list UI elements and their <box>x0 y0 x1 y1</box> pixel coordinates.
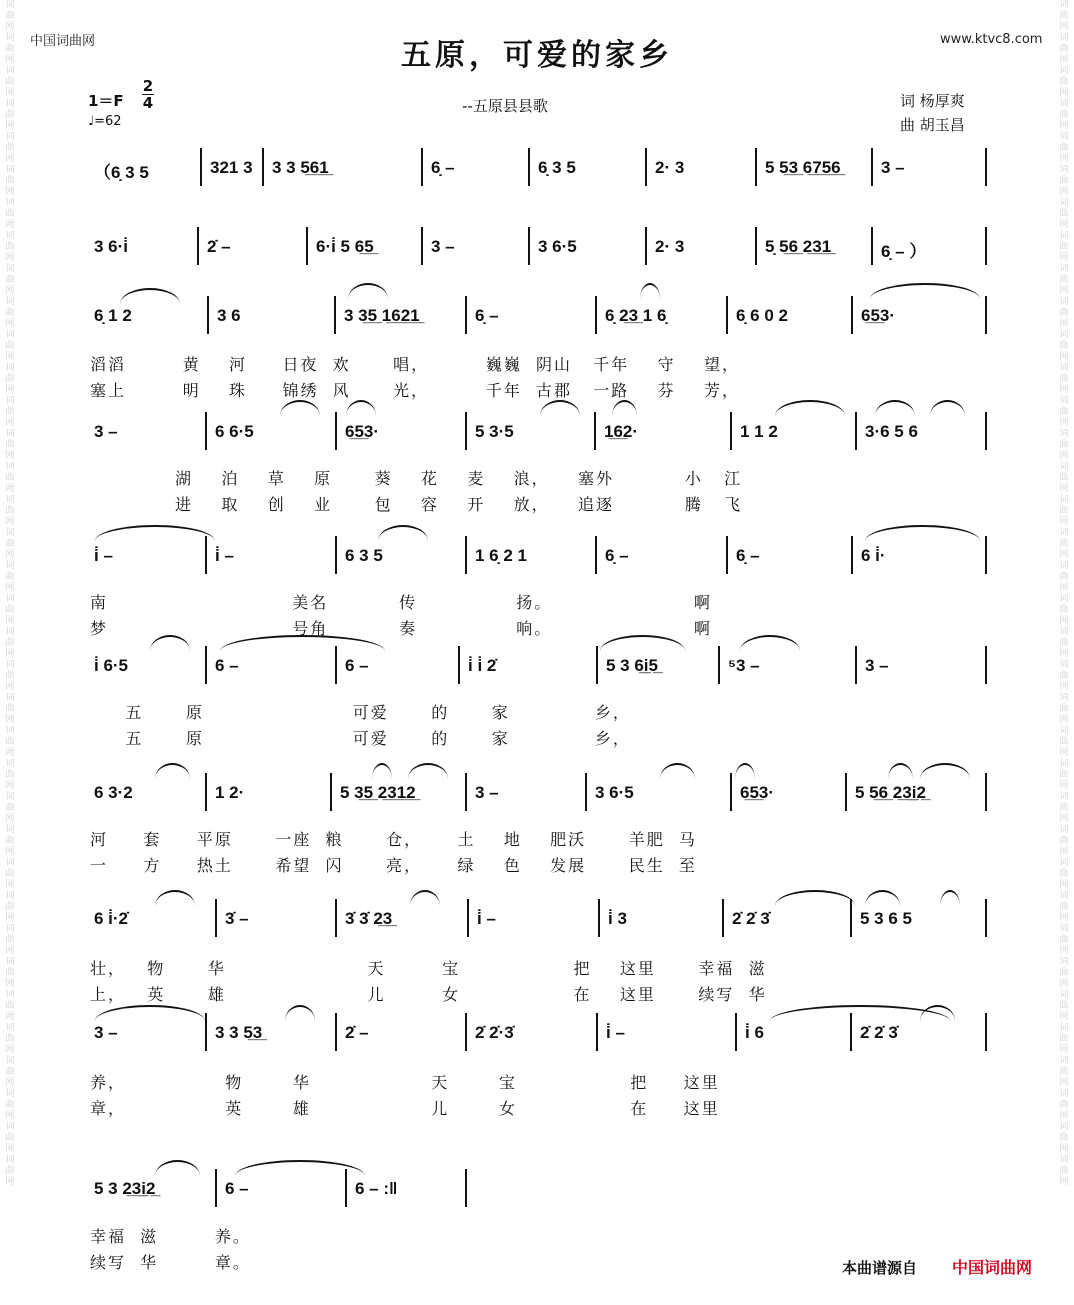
bar-line <box>985 536 987 574</box>
bar-line <box>730 773 732 811</box>
bar-line <box>528 227 530 265</box>
bar-line <box>985 227 987 265</box>
slur-arc <box>540 400 580 416</box>
measure-notes: 3 6·5 <box>595 783 634 802</box>
bar-line <box>985 899 987 937</box>
measure-notes: i̇ 6·5 <box>94 656 129 675</box>
source-label: 本曲谱源自 <box>842 1259 918 1277</box>
bar-line <box>871 148 873 186</box>
bar-line <box>205 646 207 684</box>
lyric-line: 五 原 可爱 的 家 乡， <box>90 703 631 722</box>
slur-arc <box>660 763 695 779</box>
slur-arc <box>155 1160 200 1176</box>
side-watermark-left: 词曲网词曲网词曲网词曲网词曲网词曲网词曲网词曲网词曲网词曲网词曲网词曲网词曲网词曲网词曲网词曲网词曲网词曲网词曲网词曲网词曲网词曲网词曲网词曲网词曲网词曲网词曲网词曲网词曲网词曲网词曲网词曲网词曲网词曲网词曲网词曲网 <box>5 0 15 1187</box>
bar-line <box>755 227 757 265</box>
slur-arc <box>95 525 215 541</box>
bar-line <box>465 296 467 334</box>
lyric-line: 南 美名 传 扬。 啊 <box>90 593 713 612</box>
bar-line <box>596 646 598 684</box>
measure-notes: （6̣ 3 5 <box>94 163 149 182</box>
slur-arc <box>348 283 388 299</box>
bar-line <box>726 296 728 334</box>
slur-arc <box>740 635 800 651</box>
measure-notes: i̇ – <box>94 546 113 565</box>
bar-line <box>718 646 720 684</box>
measure-notes: 2· 3 <box>655 158 685 177</box>
bar-line <box>595 536 597 574</box>
source-brand: 中国词曲网 <box>952 1258 1033 1277</box>
lyric-line: 梦 号角 奏 响。 啊 <box>90 619 713 638</box>
bar-line <box>645 227 647 265</box>
measure-notes: 2̇ 2̇ 3̇ <box>732 909 770 928</box>
measure-notes: 321 3 <box>210 158 253 177</box>
bar-line <box>421 227 423 265</box>
bar-line <box>985 1013 987 1051</box>
bar-line <box>207 296 209 334</box>
measure-notes: 5 3·5 <box>475 422 514 441</box>
slur-arc <box>285 1005 315 1021</box>
measure-notes: i̇ 3 <box>608 909 627 928</box>
measure-notes: 3 – <box>431 237 455 256</box>
slur-arc <box>865 890 900 906</box>
measure-notes: 5 3 6̲i̲5̲ <box>606 656 658 675</box>
measure-notes: 6̣ – <box>475 306 499 325</box>
slur-arc <box>920 1005 955 1021</box>
bar-line <box>465 536 467 574</box>
bar-line <box>598 899 600 937</box>
measure-notes: 5 5̲6̲ 2̲3̲i̲2̲ <box>855 783 926 802</box>
measure-notes: 6 – <box>215 656 239 675</box>
side-watermark-right: 词曲网词曲网词曲网词曲网词曲网词曲网词曲网词曲网词曲网词曲网词曲网词曲网词曲网词曲网词曲网词曲网词曲网词曲网词曲网词曲网词曲网词曲网词曲网词曲网词曲网词曲网词曲网词曲网词曲网词曲网词曲网词曲网词曲网词曲网词曲网词曲网 <box>1059 0 1069 1187</box>
bar-line <box>205 412 207 450</box>
measure-notes: 1 2· <box>215 783 245 802</box>
measure-notes: 6 – :‖ <box>355 1179 398 1198</box>
slur-arc <box>372 763 392 779</box>
bar-line <box>335 646 337 684</box>
bar-line <box>596 1013 598 1051</box>
lyric-line: 进 取 创 业 包 容 开 放， 追逐 腾 飞 <box>90 495 743 514</box>
measure-notes: 5 3̲5̲ 2̲3̲1̲2̲ <box>340 783 416 802</box>
bar-line <box>594 412 596 450</box>
bar-line <box>595 296 597 334</box>
bar-line <box>845 773 847 811</box>
measure-notes: 3 3 5̲6̲1̲ <box>272 158 329 177</box>
lyric-line: 滔滔 黄 河 日夜 欢 唱， 巍巍 阴山 千年 守 望， <box>90 355 740 374</box>
slur-arc <box>235 1160 365 1176</box>
measure-notes: 3 – <box>94 1023 118 1042</box>
lyric-line: 塞上 明 珠 锦绣 风 光， 千年 古郡 一路 芬 芳， <box>90 381 740 400</box>
song-title: 五原，可爱的家乡 <box>401 38 673 73</box>
measure-notes: 3 6·i̇ <box>94 237 129 256</box>
slur-arc <box>640 283 660 299</box>
slur-arc <box>280 400 320 416</box>
measure-notes: 6̣ – <box>605 546 629 565</box>
slur-arc <box>346 400 376 416</box>
slur-arc <box>875 400 915 416</box>
slur-arc <box>612 400 637 416</box>
measure-notes: 6 i̇· <box>861 546 886 565</box>
measure-notes: 2· 3 <box>655 237 685 256</box>
bar-line <box>335 1013 337 1051</box>
bar-line <box>465 773 467 811</box>
measure-notes: 1 6̣ 2 1 <box>475 546 527 565</box>
bar-line <box>306 227 308 265</box>
measure-notes: 6̣ 2̲3̲ 1 6̣ <box>605 306 667 325</box>
measure-notes: 3 6·5 <box>538 237 577 256</box>
bar-line <box>197 227 199 265</box>
measure-notes: i̇ – <box>606 1023 625 1042</box>
bar-line <box>200 148 202 186</box>
slur-arc <box>735 763 755 779</box>
bar-line <box>985 412 987 450</box>
bar-line <box>645 148 647 186</box>
bar-line <box>585 773 587 811</box>
bar-line <box>735 1013 737 1051</box>
bar-line <box>755 148 757 186</box>
site-name-left: 中国词曲网 <box>30 34 96 49</box>
measure-notes: 5 3 2̲3̲i̲2̲ <box>94 1179 156 1198</box>
bar-line <box>335 536 337 574</box>
bar-line <box>262 148 264 186</box>
measure-notes: 6 i̇·2̇ <box>94 909 129 928</box>
bar-line <box>730 412 732 450</box>
lyric-line: 湖 泊 草 原 葵 花 麦 浪， 塞外 小 江 <box>90 469 743 488</box>
slur-arc <box>888 763 913 779</box>
measure-notes: 6 – <box>225 1179 249 1198</box>
bar-line <box>465 412 467 450</box>
measure-notes: 6̣ – <box>736 546 760 565</box>
bar-line <box>851 296 853 334</box>
bar-line <box>205 536 207 574</box>
measure-notes: 3 3 5̲3̲ <box>215 1023 263 1042</box>
bar-line <box>985 646 987 684</box>
measure-notes: i̇ – <box>215 546 234 565</box>
time-signature <box>142 78 154 111</box>
slur-arc <box>940 890 960 906</box>
measure-notes: 2̇ – <box>345 1023 369 1042</box>
measure-notes: i̇ – <box>477 909 496 928</box>
measure-notes: 3 6 <box>217 306 241 325</box>
measure-notes: 6 6·5 <box>215 422 254 441</box>
slur-arc <box>920 763 970 779</box>
bar-line <box>215 899 217 937</box>
measure-notes: 6̣ 1 2 <box>94 306 132 325</box>
bar-line <box>205 1013 207 1051</box>
lyricist: 词 杨厚爽 <box>900 92 965 110</box>
slur-arc <box>775 400 845 416</box>
measure-notes: 3 – <box>865 656 889 675</box>
measure-notes: 3̇ 3̇ 2̲3̲ <box>345 909 393 928</box>
lyric-line: 上， 英 雄 儿 女 在 这里 续写 华 <box>90 985 767 1004</box>
measure-notes: 6 3 5 <box>345 546 383 565</box>
key-signature: 1＝F <box>88 92 124 110</box>
bar-line <box>528 148 530 186</box>
bar-line <box>985 773 987 811</box>
measure-notes: 6 – <box>345 656 369 675</box>
bar-line <box>421 148 423 186</box>
measure-notes: 6̣ – ） <box>881 242 927 261</box>
bar-line <box>467 899 469 937</box>
bar-line <box>330 773 332 811</box>
measure-notes: ⁵3 – <box>728 656 760 675</box>
measure-notes: 3 3̲5̲ 1̲6̲2̲1̲ <box>344 306 420 325</box>
lyric-line: 河 套 平原 一座 粮 仓， 土 地 肥沃 羊肥 马 <box>90 830 697 849</box>
measure-notes: i̇ 6 <box>745 1023 764 1042</box>
slur-arc <box>410 890 440 906</box>
slur-arc <box>870 283 980 299</box>
bar-line <box>465 1169 467 1207</box>
lyric-line: 章， 英 雄 儿 女 在 这里 <box>90 1099 720 1118</box>
bar-line <box>215 1169 217 1207</box>
slur-arc <box>120 288 180 304</box>
lyric-line: 一 方 热土 希望 闪 亮， 绿 色 发展 民生 至 <box>90 856 697 875</box>
measure-notes: 6̣ 3 5 <box>538 158 576 177</box>
measure-notes: i̇ i̇ 2̇ <box>468 656 497 675</box>
bar-line <box>855 412 857 450</box>
measure-notes: 2̇ – <box>207 237 231 256</box>
site-url-right: www.ktvc8.com <box>940 32 1043 47</box>
slur-arc <box>930 400 965 416</box>
slur-arc <box>155 890 195 906</box>
lyric-line: 续写 华 章。 <box>90 1253 251 1272</box>
tempo-marking: ♩=62 <box>88 114 122 129</box>
measure-notes: 3 – <box>881 158 905 177</box>
slur-arc <box>408 763 448 779</box>
measure-notes: 2̇ 2̇·3̇ <box>475 1023 514 1042</box>
bar-line <box>851 536 853 574</box>
lyric-line: 幸福 滋 养。 <box>90 1227 251 1246</box>
bar-line <box>335 899 337 937</box>
measure-notes: 5̣ 5̲6̲ 2̲3̲1̲ <box>765 237 832 256</box>
lyric-line: 五 原 可爱 的 家 乡， <box>90 729 631 748</box>
measure-notes: 3 – <box>475 783 499 802</box>
bar-line <box>205 773 207 811</box>
measure-notes: 3 – <box>94 422 118 441</box>
measure-notes: 6·i̇ 5 6̲5̲ <box>316 237 374 256</box>
measure-notes: 3̇ – <box>225 909 249 928</box>
bar-line <box>726 536 728 574</box>
bar-line <box>985 148 987 186</box>
bar-line <box>465 1013 467 1051</box>
time-bottom: 4 <box>142 94 154 112</box>
lyric-line: 壮， 物 华 天 宝 把 这里 幸福 滋 <box>90 959 767 978</box>
subtitle: --五原县县歌 <box>462 97 548 115</box>
measure-notes: 5 3 6 5 <box>860 909 912 928</box>
bar-line <box>871 227 873 265</box>
measure-notes: 6̲5̲3· <box>861 306 896 325</box>
lyric-line: 养， 物 华 天 宝 把 这里 <box>90 1073 720 1092</box>
measure-notes: 1 1 2 <box>740 422 778 441</box>
bar-line <box>855 646 857 684</box>
slur-arc <box>155 763 190 779</box>
bar-line <box>335 412 337 450</box>
slur-arc <box>378 525 428 541</box>
measure-notes: 6̣ – <box>431 158 455 177</box>
slur-arc <box>775 890 855 906</box>
measure-notes: 1̲6̲2· <box>604 422 639 441</box>
bar-line <box>722 899 724 937</box>
measure-notes: 3·6 5 6 <box>865 422 918 441</box>
bar-line <box>334 296 336 334</box>
measure-notes: 6̲5̲3· <box>345 422 380 441</box>
measure-notes: 2̇ 2̇ 3̇ <box>860 1023 898 1042</box>
bar-line <box>458 646 460 684</box>
measure-notes: 6̣ 6 0 2 <box>736 306 788 325</box>
slur-arc <box>95 1005 205 1021</box>
composer: 曲 胡玉昌 <box>900 116 965 134</box>
measure-notes: 5 5̲3̲ 6̲7̲5̲6̲ <box>765 158 841 177</box>
measure-notes: 6̲5̲3· <box>740 783 775 802</box>
bar-line <box>985 296 987 334</box>
time-top: 2 <box>142 77 154 95</box>
measure-notes: 6 3·2 <box>94 783 133 802</box>
slur-arc <box>865 525 980 541</box>
